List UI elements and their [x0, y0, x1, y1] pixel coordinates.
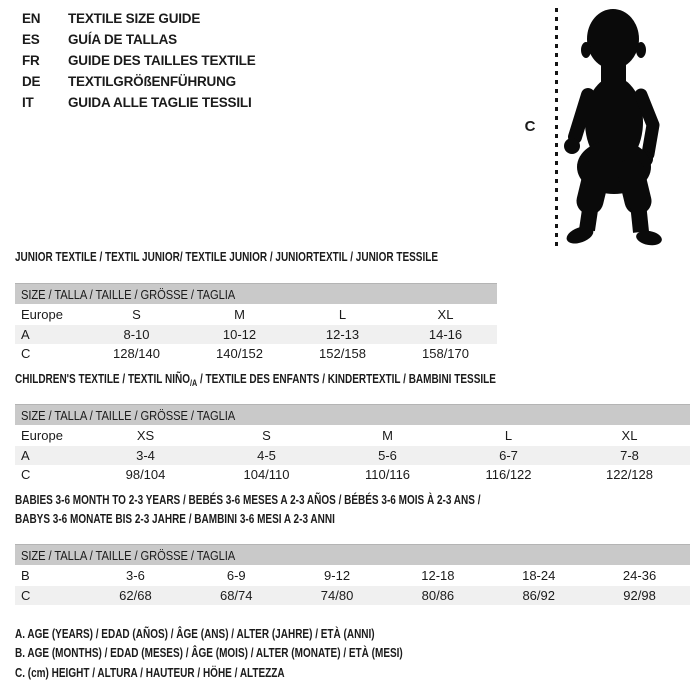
row-label: A: [21, 327, 30, 342]
language-row-it: [22, 92, 256, 113]
language-list: [22, 8, 256, 113]
cell: 92/98: [623, 588, 656, 603]
row-label: B: [21, 568, 30, 583]
size-header-label: SIZE / TALLA / TAILLE / GRÖSSE / TAGLIA: [21, 408, 236, 423]
table-row-age: [15, 446, 690, 465]
cell: S: [262, 428, 271, 443]
section-title-children: [15, 372, 616, 388]
junior-size-table: [15, 283, 497, 363]
cell: 3-6: [126, 568, 145, 583]
cell: 6-7: [499, 448, 518, 463]
section-title-line1: BABIES 3-6 MONTH TO 2-3 YEARS / BEBÉS 3-6 MESES A 2-3 AÑOS / BÉBÉS 3-6 MOIS À 2-3 ANS /: [15, 493, 481, 507]
table-row-europe: [15, 425, 690, 446]
table-header-row: [15, 283, 497, 304]
row-label: C: [21, 588, 31, 603]
language-title: TEXTILE SIZE GUIDE: [68, 11, 201, 26]
babies-size-table: [15, 544, 690, 605]
section-title-babies: [15, 491, 597, 529]
language-row-en: [22, 8, 256, 29]
cell: 140/152: [216, 346, 263, 361]
cell: 74/80: [320, 588, 354, 603]
cell: XL: [621, 428, 638, 443]
cell: 104/110: [243, 467, 290, 482]
cell: 24-36: [622, 568, 657, 583]
children-size-table: [15, 404, 690, 484]
table-row-age: [15, 325, 497, 344]
cell: 4-5: [257, 448, 276, 463]
cell: 128/140: [113, 346, 160, 361]
section-title-text: JUNIOR TEXTILE / TEXTIL JUNIOR/ TEXTILE JUNIOR / JUNIORTEXTIL / JUNIOR TESSILE: [15, 250, 439, 264]
language-code: FR: [22, 53, 40, 68]
cell: 9-12: [324, 568, 351, 583]
cell: S: [132, 307, 141, 322]
cell: 10-12: [222, 327, 257, 342]
table-row-height: [15, 465, 690, 484]
section-title-junior: [15, 250, 544, 264]
footnote-b: [15, 644, 500, 663]
cell: XL: [437, 307, 454, 322]
table-header-row: [15, 544, 690, 565]
cell: 152/158: [319, 346, 366, 361]
cell: 110/116: [364, 467, 411, 482]
cell: L: [504, 428, 513, 443]
cell: 116/122: [485, 467, 532, 482]
language-title: GUIDA ALLE TAGLIE TESSILI: [68, 95, 252, 110]
row-label: C: [21, 467, 31, 482]
cell: 122/128: [606, 467, 653, 482]
row-label: Europe: [21, 428, 63, 443]
cell: 6-9: [226, 568, 246, 583]
cell: 8-10: [123, 327, 150, 342]
cell: M: [382, 428, 393, 443]
cell: 68/74: [219, 588, 253, 603]
section-title-line2: BABYS 3-6 MONATE BIS 2-3 JAHRE / BAMBINI 3-6 MESI A 2-3 ANNI: [15, 512, 335, 526]
size-header-label: SIZE / TALLA / TAILLE / GRÖSSE / TAGLIA: [21, 287, 236, 302]
language-title: GUIDE DES TAILLES TEXTILE: [68, 53, 256, 68]
cell: 98/104: [125, 467, 166, 482]
baby-silhouette-icon: [561, 7, 667, 251]
language-title: GUÍA DE TALLAS: [68, 32, 177, 47]
footnote-a: [15, 625, 500, 644]
cell: 18-24: [522, 568, 556, 583]
cell: 12-13: [325, 327, 360, 342]
size-header-label: SIZE / TALLA / TAILLE / GRÖSSE / TAGLIA: [21, 548, 236, 563]
height-measure-dashed-line: [555, 8, 558, 247]
footnote-c: [15, 664, 500, 683]
cell: XS: [136, 428, 155, 443]
height-measure-label: C: [524, 118, 536, 135]
cell: L: [338, 307, 347, 322]
language-code: DE: [22, 74, 41, 89]
row-label: Europe: [21, 307, 63, 322]
language-code: IT: [22, 95, 34, 110]
cell: 3-4: [136, 448, 155, 463]
table-row-height: [15, 586, 690, 605]
footnote-text: A. AGE (YEARS) / EDAD (AÑOS) / ÂGE (ANS) / ALTER (JAHRE) / ETÀ (ANNI): [15, 627, 375, 641]
language-code: ES: [22, 32, 40, 47]
table-header-row: [15, 404, 690, 425]
footnote-text: B. AGE (MONTHS) / EDAD (MESES) / ÂGE (MOIS) / ALTER (MONATE) / ETÀ (MESI): [15, 646, 403, 661]
cell: 80/86: [421, 588, 455, 603]
table-row-height: [15, 344, 497, 363]
cell: 62/68: [119, 588, 152, 603]
cell: 14-16: [428, 327, 463, 342]
table-row-months: [15, 565, 690, 586]
language-row-es: [22, 29, 256, 50]
cell: 5-6: [378, 448, 397, 463]
title-pre: CHILDREN'S TEXTILE / TEXTIL NIÑO: [15, 372, 190, 386]
footnote-text: C. (cm) HEIGHT / ALTURA / HAUTEUR / HÖHE / ALTEZZA: [15, 665, 285, 680]
language-row-fr: [22, 50, 256, 71]
cell: M: [234, 307, 245, 322]
footnotes: [15, 625, 500, 683]
title-post: / TEXTILE DES ENFANTS / KINDERTEXTIL / BAMBINI TESSILE: [197, 372, 496, 386]
row-label: A: [21, 448, 30, 463]
cell: 86/92: [522, 588, 555, 603]
height-figure: [510, 0, 700, 260]
cell: 158/170: [422, 346, 469, 361]
title-subscript: /A: [189, 378, 198, 388]
language-title: TEXTILGRÖßENFÜHRUNG: [68, 74, 236, 89]
row-label: C: [21, 346, 31, 361]
cell: 12-18: [421, 568, 455, 583]
table-row-europe: [15, 304, 497, 325]
section-title-text: [15, 372, 496, 388]
language-code: EN: [22, 11, 41, 26]
cell: 7-8: [620, 448, 639, 463]
language-row-de: [22, 71, 256, 92]
